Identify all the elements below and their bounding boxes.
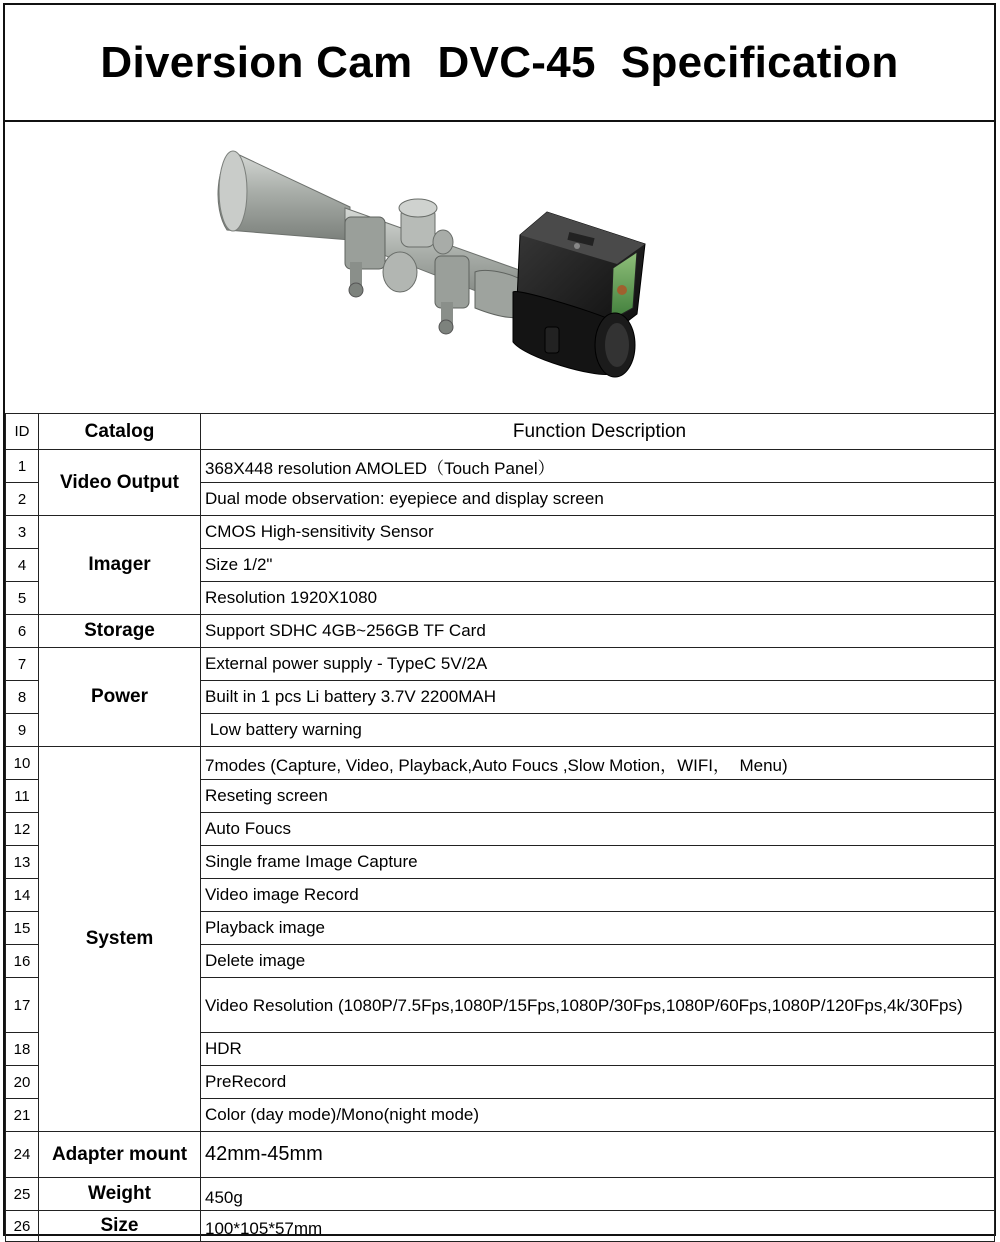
row-description: Video image Record: [201, 879, 995, 912]
catalog-weight: Weight: [39, 1178, 201, 1211]
catalog-storage: Storage: [39, 615, 201, 648]
table-row: [6, 516, 995, 549]
row-description: 368X448 resolution AMOLED（Touch Panel）: [201, 450, 995, 483]
product-image: [5, 122, 994, 413]
row-id: 15: [6, 912, 39, 945]
row-description: Delete image: [201, 945, 995, 978]
catalog-size: Size: [39, 1211, 201, 1242]
row-id: 7: [6, 648, 39, 681]
row-description: Playback image: [201, 912, 995, 945]
row-description: PreRecord: [201, 1066, 995, 1099]
row-id: 26: [6, 1211, 39, 1242]
table-row: [6, 450, 995, 483]
table-row: [6, 615, 995, 648]
catalog-adapter-mount: Adapter mount: [39, 1132, 201, 1178]
row-id: 10: [6, 747, 39, 780]
row-id: 21: [6, 1099, 39, 1132]
row-description: Built in 1 pcs Li battery 3.7V 2200MAH: [201, 681, 995, 714]
catalog-video-output: Video Output: [39, 450, 201, 516]
table-row: [6, 1178, 995, 1211]
row-description: Auto Foucs: [201, 813, 995, 846]
row-description: 42mm-45mm: [201, 1132, 995, 1178]
row-id: 1: [6, 450, 39, 483]
row-description: Size 1/2": [201, 549, 995, 582]
row-id: 11: [6, 780, 39, 813]
row-id: 2: [6, 483, 39, 516]
row-id: 18: [6, 1033, 39, 1066]
table-row: [6, 747, 995, 780]
row-description: 7modes (Capture, Video, Playback,Auto Foucs ,Slow Motion，WIFI， Menu): [201, 747, 995, 780]
header-catalog: Catalog: [39, 414, 201, 450]
catalog-imager: Imager: [39, 516, 201, 615]
table-header-row: [6, 414, 995, 450]
table-row: [6, 648, 995, 681]
row-id: 5: [6, 582, 39, 615]
row-id: 4: [6, 549, 39, 582]
row-id: 9: [6, 714, 39, 747]
row-description: Resolution 1920X1080: [201, 582, 995, 615]
row-description: HDR: [201, 1033, 995, 1066]
catalog-system: System: [39, 747, 201, 1132]
row-id: 16: [6, 945, 39, 978]
row-description: CMOS High-sensitivity Sensor: [201, 516, 995, 549]
row-description: Reseting screen: [201, 780, 995, 813]
row-id: 12: [6, 813, 39, 846]
row-id: 3: [6, 516, 39, 549]
row-id: 17: [6, 978, 39, 1033]
table-row: [6, 1132, 995, 1178]
row-id: 20: [6, 1066, 39, 1099]
header-description: Function Description: [201, 414, 995, 450]
table-row: [6, 1211, 995, 1242]
row-description: Color (day mode)/Mono(night mode): [201, 1099, 995, 1132]
row-description: Video Resolution (1080P/7.5Fps,1080P/15Fps,1080P/30Fps,1080P/60Fps,1080P/120Fps,4k/30Fps): [201, 978, 995, 1033]
row-description: Support SDHC 4GB~256GB TF Card: [201, 615, 995, 648]
row-id: 13: [6, 846, 39, 879]
catalog-power: Power: [39, 648, 201, 747]
row-id: 14: [6, 879, 39, 912]
row-description: Low battery warning: [201, 714, 995, 747]
spec-sheet: [3, 3, 996, 1236]
row-id: 25: [6, 1178, 39, 1211]
row-description: 100*105*57mm: [201, 1211, 995, 1242]
row-description: Dual mode observation: eyepiece and display screen: [201, 483, 995, 516]
row-id: 24: [6, 1132, 39, 1178]
product-image-area: [5, 122, 994, 413]
page-title: Diversion Cam DVC-45 Specification: [100, 37, 899, 87]
row-id: 6: [6, 615, 39, 648]
row-id: 8: [6, 681, 39, 714]
title-box: [5, 5, 994, 122]
spec-table: [5, 413, 995, 1242]
header-id: ID: [6, 414, 39, 450]
row-description: 450g: [201, 1178, 995, 1211]
row-description: External power supply - TypeC 5V/2A: [201, 648, 995, 681]
row-description: Single frame Image Capture: [201, 846, 995, 879]
